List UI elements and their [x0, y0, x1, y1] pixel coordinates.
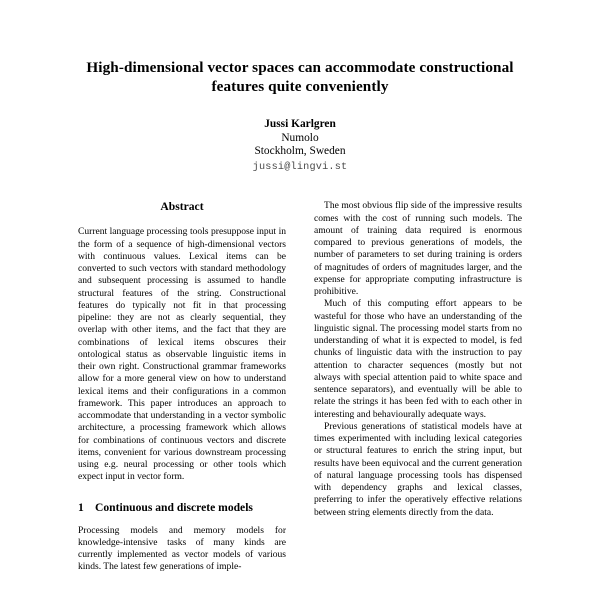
- author-location: Stockholm, Sweden: [254, 145, 346, 158]
- right-paragraph-1: The most obvious flip side of the impressive results comes with the cost of running such models. The amount of training data required is enormous compared to previous generations of models, the number of parameters to set during training is orders of magnitudes of orders of magnitudes larger, and the expense for appropriate computing infrastructure is prohibitive.: [314, 200, 522, 298]
- right-column: [314, 200, 522, 573]
- right-paragraph-2: Much of this computing effort appears to be wasteful for those who have an understanding of the linguistic signal. The processing model starts from no understanding of what it is expected to model, is fed chunks of linguistic data with the instruction to pay attention to character sequences (mostly but not always with special attention paid to white space and sentence separators), and eventually will be able to relate the strings it has been fed with to each other in interesting and behaviourally adequate ways.: [314, 298, 522, 420]
- page-title: High-dimensional vector spaces can accommodate constructional features quite conveniently: [86, 59, 514, 95]
- right-paragraph-3: Previous generations of statistical models have at times experimented with including lexical categories or structural features to enrich the string input, but results have been equivocal and the current generation of natural language processing tools has dispensed with dependency graphs and lexical classes, preferring to infer the operatively effective relations between string elements directly from the data.: [314, 420, 522, 518]
- author-affiliation: Numolo: [281, 131, 319, 144]
- two-column-body: [78, 200, 522, 573]
- section-heading-1: [78, 501, 286, 514]
- section-1-paragraph-1: Processing models and memory models for knowledge-intensive tasks of many kinds are currently implemented as vector models of various kinds. The latest few generations of imple-: [78, 524, 286, 573]
- left-column: [78, 200, 286, 573]
- abstract-heading: Abstract: [160, 200, 204, 214]
- abstract-text: Current language processing tools presuppose input in the form of a sequence of high-dimensional vectors with continuous values. Lexical items can be converted to such vectors with standard methodology and subsequent processing is assumed to handle structural features of the string. Constructional features do typically not fit in that processing pipeline: they are not as clearly sequential, they overlap with other items, and the fact that they are combinations of lexical items obscures their ontological status as observable linguistic items in their own right. Constructional grammar frameworks allow for a more general view on how to understand lexical items and their configurations in a common framework. This paper introduces an approach to accommodate that understanding in a vector symbolic architecture, a processing framework which allows for combinations of continuous vectors and discrete items, convenient for various downstream processing using e.g. neural processing or other tools which expect input in vector form.: [78, 226, 286, 483]
- author-block: [78, 118, 522, 174]
- author-email: jussi@lingvi.st: [252, 161, 348, 173]
- section-title: Continuous and discrete models: [95, 500, 253, 514]
- author-name: Jussi Karlgren: [264, 118, 336, 130]
- section-number: 1: [78, 500, 84, 514]
- page-content: [78, 0, 522, 574]
